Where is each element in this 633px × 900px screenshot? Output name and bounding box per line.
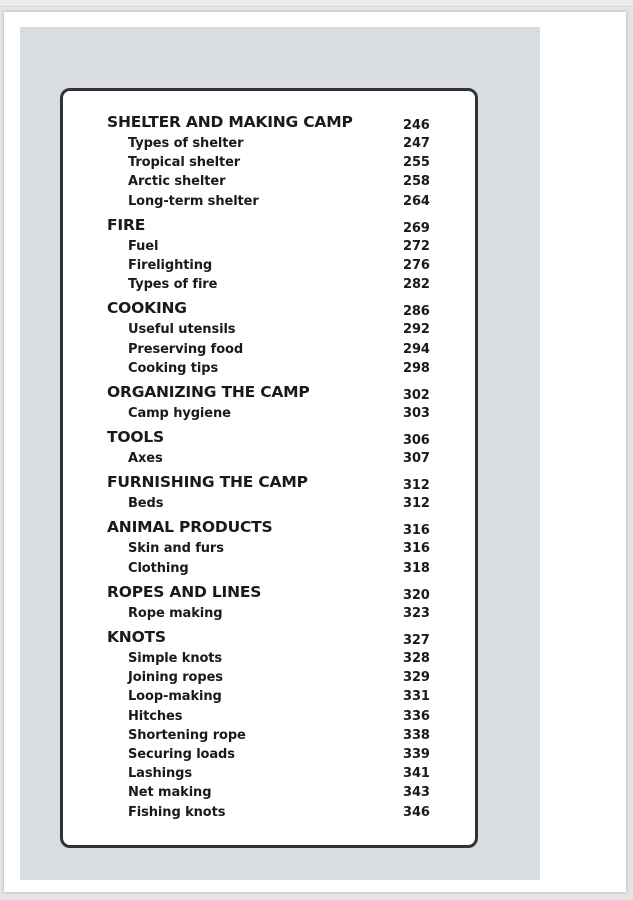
toc-entry[interactable] <box>107 803 433 822</box>
entry-page-number: 341 <box>403 766 430 782</box>
entry-page-number: 276 <box>403 257 430 273</box>
toc-entry[interactable] <box>107 340 433 359</box>
entry-page-number: 292 <box>403 322 430 338</box>
entry-title: Useful utensils <box>128 322 236 338</box>
entry-page-number: 307 <box>403 451 430 467</box>
section-page-number: 312 <box>403 478 430 494</box>
entry-page-number: 282 <box>403 277 430 293</box>
toc-section-heading[interactable] <box>107 426 433 449</box>
toc-entry[interactable] <box>107 604 433 623</box>
entry-page-number: 316 <box>403 541 430 557</box>
toc-section <box>107 297 433 378</box>
entry-title: Lashings <box>128 766 193 782</box>
toc-entry[interactable] <box>107 172 433 191</box>
toc-entry[interactable] <box>107 494 433 513</box>
toc-section <box>107 381 433 423</box>
section-title: ORGANIZING THE CAMP <box>107 382 310 401</box>
toc-section <box>107 581 433 623</box>
entry-title: Long-term shelter <box>128 193 259 209</box>
toc-entry[interactable] <box>107 783 433 802</box>
entry-page-number: 312 <box>403 496 430 512</box>
entry-page-number: 318 <box>403 560 430 576</box>
entry-page-number: 329 <box>403 670 430 686</box>
toc-entry[interactable] <box>107 707 433 726</box>
section-page-number: 269 <box>403 220 430 236</box>
section-title: TOOLS <box>107 428 164 447</box>
entry-title: Shortening rope <box>128 727 246 743</box>
toc-section-heading[interactable] <box>107 297 433 320</box>
entry-page-number: 346 <box>403 804 430 820</box>
toc-section <box>107 214 433 295</box>
toc-entry[interactable] <box>107 687 433 706</box>
toc-entry[interactable] <box>107 359 433 378</box>
toc-section <box>107 471 433 513</box>
gray-panel <box>20 27 540 880</box>
section-page-number: 327 <box>403 633 430 648</box>
toc-entry[interactable] <box>107 449 433 468</box>
toc-entry[interactable] <box>107 404 433 423</box>
entry-title: Loop-making <box>128 689 222 705</box>
entry-page-number: 339 <box>403 746 430 762</box>
toc-entry[interactable] <box>107 237 433 256</box>
section-title: COOKING <box>107 299 187 318</box>
toc-entry[interactable] <box>107 153 433 172</box>
toc-entry[interactable] <box>107 764 433 783</box>
toc-section <box>107 626 433 822</box>
toc-section <box>107 516 433 577</box>
entry-title: Net making <box>128 785 212 801</box>
entry-title: Fishing knots <box>128 804 226 820</box>
entry-title: Tropical shelter <box>128 155 241 171</box>
entry-page-number: 294 <box>403 341 430 357</box>
entry-page-number: 338 <box>403 727 430 743</box>
toc-entry[interactable] <box>107 539 433 558</box>
entry-page-number: 272 <box>403 238 430 254</box>
toc-section-heading[interactable] <box>107 381 433 404</box>
toc-entry[interactable] <box>107 745 433 764</box>
toc-entry[interactable] <box>107 192 433 211</box>
section-page-number: 246 <box>403 118 430 133</box>
toc-entry[interactable] <box>107 256 433 275</box>
section-page-number: 302 <box>403 387 430 403</box>
entry-page-number: 247 <box>403 136 430 151</box>
entry-page-number: 255 <box>403 155 430 171</box>
section-title: ANIMAL PRODUCTS <box>107 518 273 537</box>
section-title: ROPES AND LINES <box>107 582 262 601</box>
entry-title: Axes <box>128 451 163 467</box>
entry-title: Simple knots <box>128 651 223 666</box>
entry-title: Cooking tips <box>128 360 219 376</box>
entry-page-number: 343 <box>403 785 430 801</box>
toc-entry[interactable] <box>107 320 433 339</box>
entry-title: Hitches <box>128 708 183 724</box>
section-page-number: 320 <box>403 587 430 603</box>
entry-title: Types of shelter <box>128 136 244 151</box>
document-page <box>4 12 626 892</box>
toc-section-heading[interactable] <box>107 111 433 134</box>
entry-page-number: 264 <box>403 193 430 209</box>
toc-section-heading[interactable] <box>107 214 433 237</box>
entry-page-number: 303 <box>403 405 430 421</box>
section-title: FURNISHING THE CAMP <box>107 473 308 492</box>
entry-title: Camp hygiene <box>128 405 231 421</box>
toc-entry[interactable] <box>107 559 433 578</box>
entry-title: Rope making <box>128 605 223 621</box>
toc-entry[interactable] <box>107 668 433 687</box>
toc-section <box>107 111 433 211</box>
section-page-number: 306 <box>403 433 430 449</box>
toc-section-heading[interactable] <box>107 516 433 539</box>
toc-entry[interactable] <box>107 275 433 294</box>
toc-section <box>107 426 433 468</box>
toc-section-heading[interactable] <box>107 471 433 494</box>
entry-page-number: 331 <box>403 689 430 705</box>
entry-page-number: 298 <box>403 360 430 376</box>
section-page-number: 316 <box>403 523 430 539</box>
table-of-contents-box <box>60 88 478 848</box>
entry-title: Firelighting <box>128 257 213 273</box>
section-title: FIRE <box>107 215 146 234</box>
toc-entry[interactable] <box>107 649 433 668</box>
entry-page-number: 336 <box>403 708 430 724</box>
entry-title: Types of fire <box>128 277 218 293</box>
entry-page-number: 258 <box>403 174 430 190</box>
toc-section-heading[interactable] <box>107 581 433 604</box>
section-page-number: 286 <box>403 304 430 320</box>
toc-entry[interactable] <box>107 134 433 153</box>
entry-page-number: 328 <box>403 651 430 666</box>
entry-title: Fuel <box>128 238 159 254</box>
table-of-contents <box>107 111 433 825</box>
toc-section-heading[interactable] <box>107 626 433 649</box>
entry-title: Beds <box>128 496 164 512</box>
entry-title: Preserving food <box>128 341 244 357</box>
toc-entry[interactable] <box>107 726 433 745</box>
top-band <box>0 0 633 7</box>
section-title: KNOTS <box>107 628 166 646</box>
entry-title: Securing loads <box>128 746 235 762</box>
entry-title: Skin and furs <box>128 541 224 557</box>
entry-title: Arctic shelter <box>128 174 226 190</box>
section-title: SHELTER AND MAKING CAMP <box>107 113 353 131</box>
entry-page-number: 323 <box>403 605 430 621</box>
entry-title: Joining ropes <box>128 670 223 686</box>
entry-title: Clothing <box>128 560 189 576</box>
